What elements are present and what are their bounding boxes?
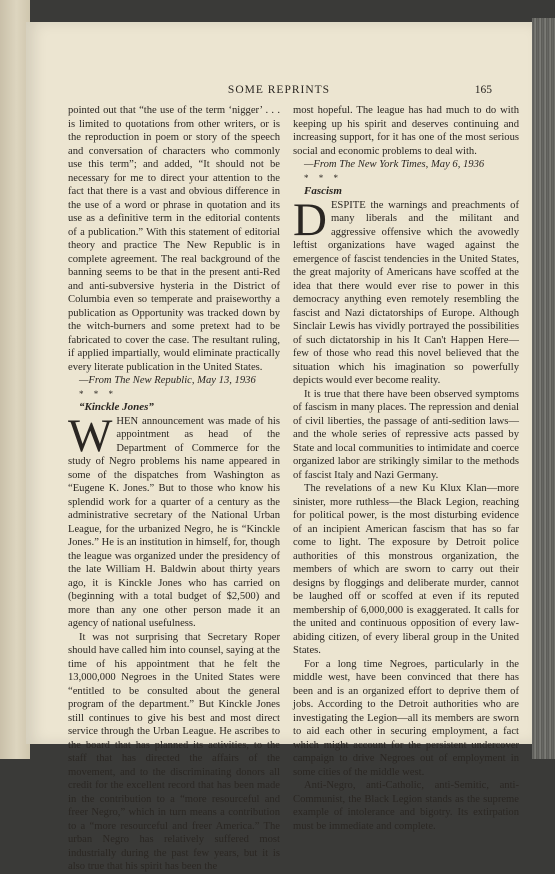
left-source-citation: —From The New Republic, May 13, 1936	[79, 375, 256, 386]
right-paragraph-1: most hopeful. The league has had much to do with keeping up his spirit and deserves continuing and increasing support, for it has one of the most serious social and economic problems to deal with.	[293, 105, 519, 157]
left-paragraph-1: pointed out that “the use of the term ‘nigger’ . . . is limited to quotations from other writers, or is the reproduction in poem or story of the speech and conversation of characters who commonly use this term”; and added, “It should not be necessary for me to direct your attention to the fact that there is a vast and obvious difference in the use of a word or phrase in quotation and its use as a definitive term in the editorial contents of a publication.” With this statement of editorial theory and practice The New Republic is in complete agreement. The real background of the banning seems to be that in the present anti-Red and anti-subversive hysteria in the District of Columbia even so temperate and praiseworthy a publication as Opportunity was tracked down by the witch-burners and some pretext had to be fabricated to cover the case. The resultant ruling, if applied impartially, would eliminate practically every literate publication in the United States.	[68, 105, 280, 373]
left-column	[68, 104, 280, 874]
right-paragraph-2-text: ESPITE the warnings and preachments of many liberals and the militant and aggressive offensive which the avowedly leftist organizations have waged against the emergence of fascist tendencies in the United States, the great majority of Americans have scoffed at the idea that there would ever rise to power in this democracy anything even remotely resembling the fascist and Nazi dictatorships of Europe. Although Sinclair Lewis has vividly portrayed the possibilities of such dictatorship in his It Can't Happen Here—few of those who read this novel believed that the situation which his imagination so powerfully depicts would ever become reality.	[293, 199, 519, 386]
running-header	[26, 84, 532, 98]
left-paragraph-2	[68, 409, 280, 631]
right-paragraph-6: Anti-Negro, anti-Catholic, anti-Semitic, anti-Communist, the Black Legion stands as the supreme example of intolerance and bigotry. Its extirpation must be immediate and complete.	[293, 780, 519, 832]
drop-cap-w: W	[68, 409, 113, 462]
right-paragraph-5: For a long time Negroes, particularly in the middle west, have been convinced that there has been and is an organized effort to deprive them of jobs. According to the Detroit authorities who are investigating the Legion—all its members are sworn to aid each other in securing employment, a fact which might account for the persistent undercover campaign to drive Negroes out of employment in some cities of the middle west.	[293, 658, 519, 778]
page-number: 165	[474, 84, 492, 96]
right-paragraph-2	[293, 193, 519, 388]
left-paragraph-2-text: HEN announcement was made of his appointment as head of the Department of Commerce for the study of Negro problems his name appeared in some of the dispatches from Washington as “Eugene K. Jones.” But to those who know his splendid work for a quarter of a century as the administrative secretary of the National Urban League, for the urbanized Negro, he is “Kinckle Jones.” He is an institution in himself, for, though the league was organized under the presidency of the late William H. Baldwin about thirty years ago, it is Kinckle Jones who has carried on (beginning with a total budget of $2,500) and more than any one other person made it an agency of national usefulness.	[68, 415, 280, 629]
left-section-divider: * * *	[79, 388, 117, 399]
section-heading-kinckle-jones: “Kinckle Jones”	[79, 401, 154, 413]
right-paragraph-3: It is true that there have been observed symptoms of fascism in many places. The repression and denial of civil liberties, the passage of anti-sedition laws—and the whole series of repressive acts passed by State and local communities to intimidate and coerce organized labor are strikingly similar to the methods of fascist Italy and Nazi Germany.	[293, 388, 519, 481]
section-heading-fascism: Fascism	[304, 185, 342, 197]
book-page	[26, 22, 532, 872]
left-paragraph-3: It was not surprising that Secretary Roper should have called him into counsel, saying at the time of his appointment that he felt the 13,000,000 Negroes in the United States were “entitled to be consulted about the general program of the department.” But Kinckle Jones still continues to give his best and most direct service through the Urban League. He ascribes to the board that has planned its activities, to the staff that has directed the affairs of the movement, and to the discriminating donors all credit for the excellent record that has been made in the contribution to a “more resourceful and freer Negro,” which in turn means a contribution to a “more resourceful and freer America.” The urban Negro has relatively suffered most industrially during the past few years, but it is also true that his spirit has been the	[68, 631, 280, 872]
drop-cap-d: D	[293, 193, 327, 246]
right-section-divider: * * *	[304, 172, 342, 183]
page-edges	[532, 18, 555, 759]
header-title: SOME REPRINTS	[227, 84, 331, 96]
right-column	[293, 104, 519, 833]
right-source-citation: —From The New York Times, May 6, 1936	[304, 159, 485, 170]
right-paragraph-4: The revelations of a new Ku Klux Klan—more sinister, more ruthless—the Black Legion, reaching for political power, is the most disturbing evidence of an incipient American fascism that has so far come to light. The exposure by Detroit police authorities of this monstrous organization, the members of which are sworn to carry out their designs by floggings and deliberate murder, cannot be laughed off or scoffed at even if its reputed membership of 6,000,000 is exaggerated. It calls for the united and continuous opposition of every law-abiding citizen, of every liberal group in the United States.	[293, 483, 519, 656]
